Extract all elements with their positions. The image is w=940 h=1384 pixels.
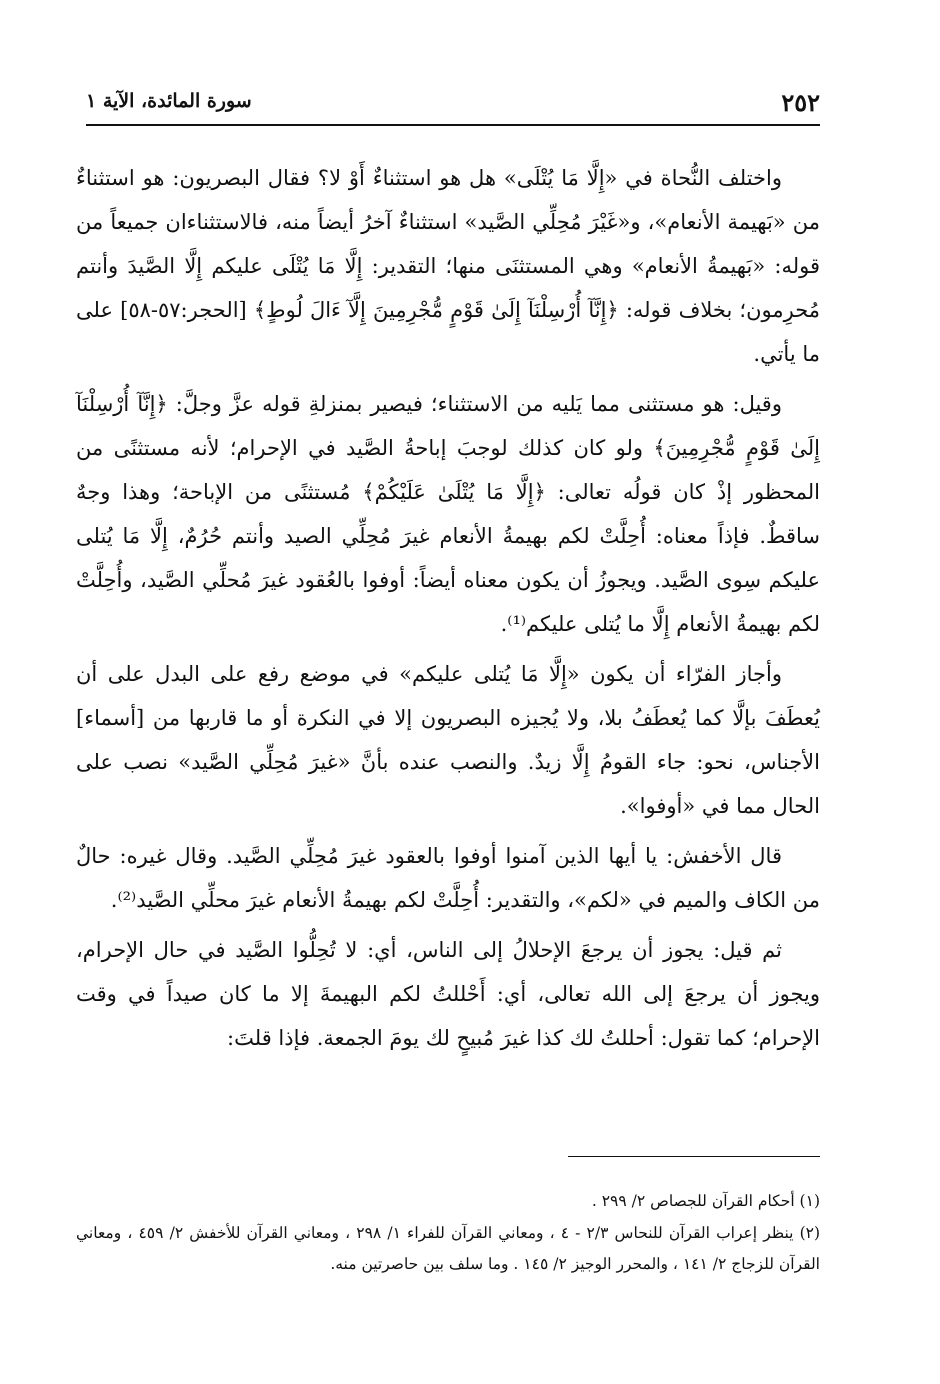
footnotes — [76, 1186, 820, 1281]
footnote-2: (٢) ينظر إعراب القرآن للنحاس ٢/٣ - ٤ ، ومعاني القرآن للفراء ١/ ٢٩٨ ، ومعاني القرآن للأخفش ٢/ ٤٥٩ ، ومعاني القرآن للزجاج ٢/ ١٤١ ، والمحرر الوجيز ٢/ ١٤٥ . وما سلف بين حاصرتين منه. — [76, 1224, 821, 1273]
paragraph-1: واختلف النُّحاة في «إِلَّا مَا يُتْلَى» هل هو استثناءٌ أَوْ لا؟ فقال البصريون: هو استثناءٌ من «بَهيمة الأنعام»، و«غَيْرَ مُحِلِّي الصَّيد» استثناءٌ آخرُ أيضاً منه، فالاستثناءان جميعاً من قوله: «بَهيمةُ الأنعام» وهي المستثنَى منها؛ التقدير: إِلَّا مَا يُتْلَى عليكم إِلَّا الصَّيدَ وأنتم مُحرِمون؛ بخلاف قوله: ﴿إِنَّآ أُرْسِلْنَآ إِلَىٰ قَوْمٍ مُّجْرِمِينَ إِلَّآ ءَالَ لُوطٍ﴾ [الحجر:٥٧-٥٨] على ما يأتي. — [76, 166, 820, 366]
footnote-divider — [568, 1156, 820, 1157]
running-title: سورة المائدة، الآية ١ — [86, 90, 252, 112]
main-text — [76, 156, 820, 1066]
page-header — [86, 84, 820, 120]
paragraph-5: ثم قيل: يجوز أن يرجعَ الإحلالُ إلى الناس، أي: لا تُحِلُّوا الصَّيد في حال الإحرام، ويجوز أن يرجعَ إلى الله تعالى، أي: أَحْللتُ لكم البهيمةَ إلا ما كان صيداً في وقت الإحرام؛ كما تقول: أحللتُ لك كذا غيرَ مُبيحٍ لك يومَ الجمعة. فإذا قلتَ: — [76, 938, 820, 1050]
footnote-1: (١) أحكام القرآن للجصاص ٢/ ٢٩٩ . — [591, 1192, 820, 1210]
paragraph-4: قال الأخفش: يا أيها الذين آمنوا أوفوا بالعقود غيرَ مُحِلِّي الصَّيد. وقال غيره: حالٌ من الكاف والميم في «لكم»، والتقدير: أُحِلَّتْ لكم بهيمةُ الأنعام غيرَ محلِّي الصَّيد⁽²⁾. — [76, 844, 820, 912]
paragraph-3: وأجاز الفرّاء أن يكون «إِلَّا مَا يُتلى عليكم» في موضع رفع على البدل على أن يُعطَفَ بإلَّا كما يُعطَفُ بلا، ولا يُجيزه البصريون إلا في النكرة أو ما قاربها من [أسماء] الأجناس، نحو: جاء القومُ إِلَّا زيدٌ. والنصب عنده بأنَّ «غيرَ مُحِلِّي الصَّيد» نصب على الحال مما في «أوفوا». — [76, 662, 820, 818]
header-divider — [86, 124, 820, 126]
paragraph-2: وقيل: هو مستثنى مما يَليه من الاستثناء؛ فيصير بمنزلةِ قوله عزَّ وجلَّ: ﴿إِنَّآ أُرْسِلْنَآ إِلَىٰ قَوْمٍ مُّجْرِمِينَ﴾ ولو كان كذلك لوجبَ إباحةُ الصَّيد في الإحرام؛ لأنه مستثنًى من المحظور إذْ كان قولُه تعالى: ﴿إِلَّا مَا يُتْلَىٰ عَلَيْكُمْ﴾ مُستثنًى من الإباحة؛ وهذا وجهٌ ساقطٌ. فإذاً معناه: أُحِلَّتْ لكم بهيمةُ الأنعام غيرَ مُحِلِّي الصيد وأنتم حُرُمٌ، إِلَّا مَا يُتلى عليكم سِوى الصَّيد. ويجوزُ أن يكون معناه أيضاً: أوفوا بالعُقود غيرَ مُحلِّي الصَّيد، وأُحِلَّتْ لكم بهيمةُ الأنعام إِلَّا ما يُتلى عليكم⁽¹⁾. — [76, 392, 820, 636]
page-number: ٢٥٢ — [781, 88, 820, 117]
